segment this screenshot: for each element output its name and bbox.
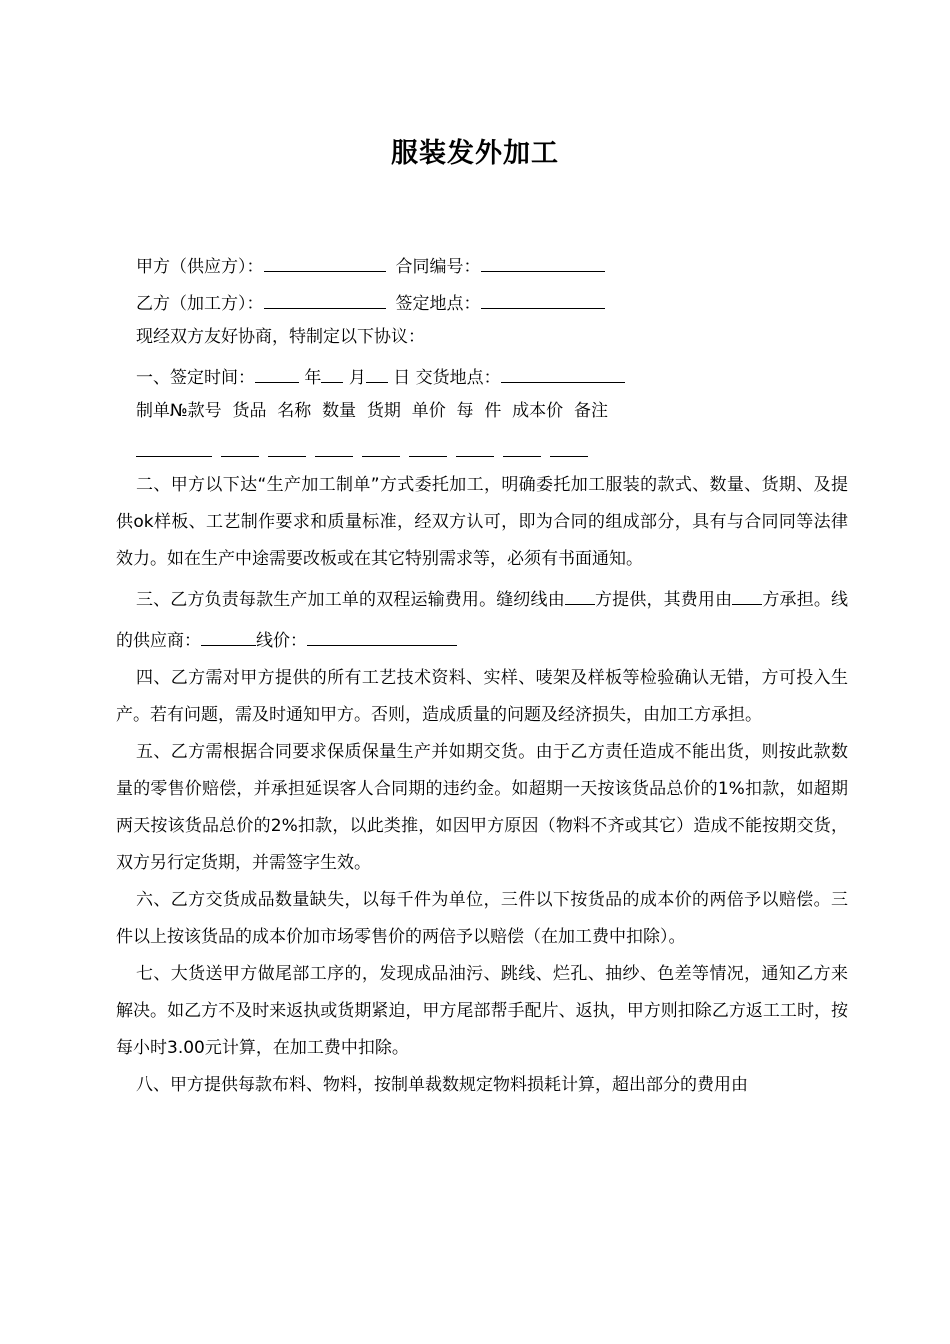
blank-segment: [268, 430, 306, 457]
contract-no-label: 合同编号：: [395, 257, 481, 277]
party-a-blank: [264, 245, 386, 272]
sign-place-blank: [481, 282, 605, 309]
party-b-line: [116, 282, 848, 319]
day-blank: [366, 356, 388, 383]
delivery-place-blank: [501, 356, 625, 383]
year-label: 年: [304, 368, 322, 388]
document-title: 服装发外加工: [391, 138, 559, 169]
blank-segment: [456, 430, 494, 457]
month-label: 月: [348, 368, 366, 388]
month-blank: [321, 356, 343, 383]
table-header-line: 制单№款号 货品 名称 数量 货期 单价 每 件 成本价 备注: [136, 401, 608, 421]
sign-place-label: 签定地点：: [395, 294, 481, 314]
clause-7: 七、大货送甲方做尾部工序的，发现成品油污、跳线、烂孔、抽纱、色差等情况，通知乙方来解决。如乙方不及时来返执或货期紧迫，甲方尾部帮手配片、返执，甲方则扣除乙方返工工时，按每小时3.00元计算，在加工费中扣除。: [116, 964, 848, 1058]
party-b-label: 乙方（加工方）：: [136, 294, 264, 314]
blank-segment: [315, 430, 353, 457]
clause-2: 二、甲方以下达“生产加工制单”方式委托加工，明确委托加工服装的款式、数量、货期、及提供ok样板、工艺制作要求和质量标准，经双方认可，即为合同的组成部分，具有与合同同等法律效力。如在生产中途需要改板或在其它特别需求等，必须有书面通知。: [116, 475, 848, 569]
party-b-blank: [264, 282, 386, 309]
year-blank: [255, 356, 299, 383]
clause-1-prefix: 一、签定时间：: [136, 368, 255, 388]
blank-segment: [550, 430, 588, 457]
party-a-label: 甲方（供应方）：: [136, 257, 264, 277]
blank-segment: [136, 430, 212, 457]
clause-3-text-1: 三、乙方负责每款生产加工单的双程运输费用。缝纫线由: [136, 590, 565, 610]
contract-no-blank: [481, 245, 605, 272]
cost-bearer-blank: [732, 578, 762, 605]
delivery-place-label: 交货地点：: [415, 368, 501, 388]
clause-6: 六、乙方交货成品数量缺失，以每千件为单位，三件以下按货品的成本价的两倍予以赔偿。三件以上按该货品的成本价加市场零售价的两倍予以赔偿（在加工费中扣除）。: [116, 890, 848, 947]
clause-5: 五、乙方需根据合同要求保质保量生产并如期交货。由于乙方责任造成不能出货，则按此款数量的零售价赔偿，并承担延误客人合同期的违约金。如超期一天按该货品总价的1%扣款，如超期两天按该货品总价的2%扣款，以此类推，如因甲方原因（物料不齐或其它）造成不能按期交货，双方另行定货期，并需签字生效。: [116, 742, 848, 873]
clause-3-text-4: 线价：: [256, 631, 307, 651]
blank-segment: [221, 430, 259, 457]
clause-3-text-3: 方承担。线的供应商：: [116, 590, 849, 651]
thread-supplier-blank: [201, 619, 256, 646]
blank-segment: [362, 430, 400, 457]
day-label: 日: [393, 368, 411, 388]
clause-4: 四、乙方需对甲方提供的所有工艺技术资料、实样、唛架及样板等检验确认无错，方可投入生产。若有问题，需及时通知甲方。否则，造成质量的问题及经济损失，由加工方承担。: [116, 668, 848, 725]
clause-8: 八、甲方提供每款布料、物料，按制单裁数规定物料损耗计算，超出部分的费用由: [136, 1075, 748, 1095]
table-blank-row: [116, 430, 848, 467]
document-body: [116, 245, 848, 1104]
clause-3-text-2: 方提供，其费用由: [594, 590, 733, 610]
blank-segment: [409, 430, 447, 457]
blank-segment: [503, 430, 541, 457]
thread-provider-blank: [565, 578, 595, 605]
clause-1-line: [116, 356, 848, 393]
thread-price-blank: [307, 619, 457, 646]
party-a-line: [116, 245, 848, 282]
clause-3: [116, 578, 848, 660]
intro-line: 现经双方友好协商，特制定以下协议：: [136, 327, 425, 347]
